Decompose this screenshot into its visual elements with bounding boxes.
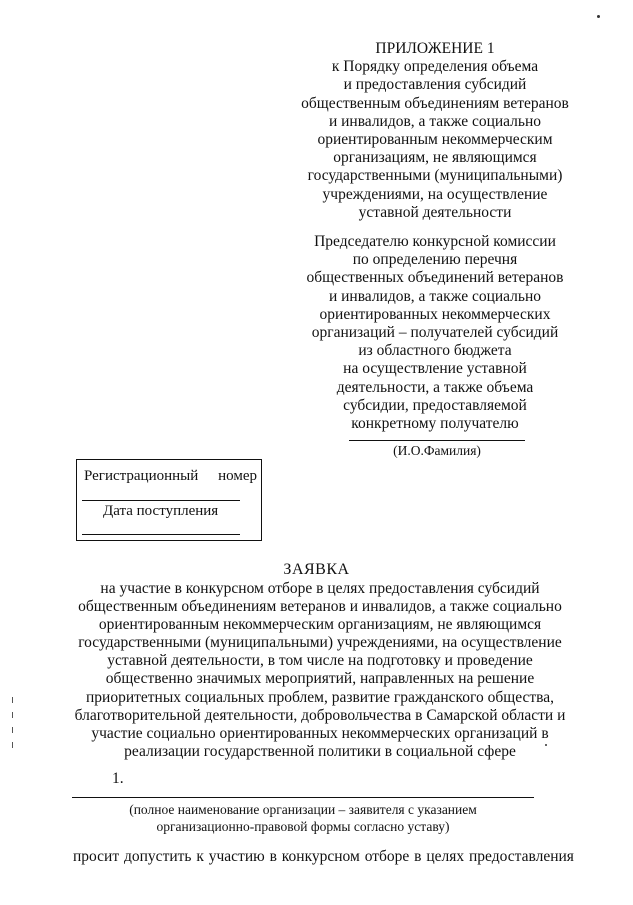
application-line: на участие в конкурсном отборе в целях предоставления субсидий [100, 580, 540, 597]
appendix-line: учреждениями, на осуществление [322, 185, 548, 203]
appendix-line: уставной деятельности [358, 203, 512, 221]
item-number: 1. [112, 770, 124, 787]
appendix-title: ПРИЛОЖЕНИЕ 1 [375, 40, 495, 57]
application-line: реализации государственной политики в социальной сфере [124, 742, 516, 760]
application-subject [60, 580, 580, 761]
signature-line[interactable] [349, 440, 525, 441]
application-line: общественно значимых мероприятий, направленных на решение [105, 670, 535, 688]
appendix-line: организациям, не являющимся [333, 149, 537, 167]
addressee-line: конкретному получателю [351, 415, 519, 433]
appendix-line: ориентированным некоммерческим [317, 131, 553, 149]
application-title: ЗАЯВКА [283, 561, 350, 578]
appendix-line: и инвалидов, а также социально [328, 112, 542, 130]
scan-margin-mark [12, 697, 13, 703]
receipt-date-field[interactable] [82, 534, 240, 535]
appendix-header [270, 40, 600, 222]
scan-margin-mark [12, 712, 13, 718]
organization-caption [72, 801, 534, 835]
application-line: уставной деятельности, в том числе на подготовку и проведение [107, 652, 533, 670]
signature-caption: (И.О.Фамилия) [393, 443, 481, 458]
addressee-block [270, 233, 600, 433]
addressee-line: организаций – получателей субсидий [311, 324, 559, 342]
application-line: государственными (муниципальными) учреждениями, на осуществление [78, 634, 562, 652]
organization-caption-line: (полное наименование организации – заявителя с указанием [129, 802, 477, 817]
addressee-line: ориентированных некоммерческих [319, 305, 551, 323]
application-line: ориентированным некоммерческим организациям, не являющимся [98, 616, 542, 634]
addressee-line: и инвалидов, а также социально [328, 287, 542, 305]
scan-margin-mark [12, 742, 13, 748]
application-line: участие социально ориентированных некоммерческих организаций в [91, 724, 549, 742]
registration-label-left: Регистрационный [84, 468, 199, 484]
application-line: общественным объединениям ветеранов и инвалидов, а также социально [78, 598, 562, 616]
registration-box [76, 459, 262, 541]
application-line: приоритетных социальных проблем, развитие гражданского общества, [85, 688, 554, 706]
organization-name-field[interactable] [72, 797, 534, 798]
appendix-line: к Порядку определения объема [331, 58, 539, 76]
appendix-line: государственными (муниципальными) [307, 167, 563, 185]
appendix-line: общественным объединениям ветеранов [301, 94, 569, 112]
addressee-line: общественных объединений ветеранов [306, 269, 564, 287]
registration-number-label [84, 467, 257, 485]
addressee-line: деятельности, а также объема [336, 378, 534, 396]
scan-margin-mark [12, 727, 13, 733]
organization-caption-line: организационно-правовой формы согласно уставу) [156, 819, 450, 834]
application-line: благотворительной деятельности, добровольчества в Самарской области и [74, 706, 566, 724]
registration-number-field[interactable] [82, 500, 240, 501]
addressee-line: на осуществление уставной [343, 360, 527, 378]
appendix-line: и предоставления субсидий [343, 76, 527, 94]
addressee-line: субсидии, предоставляемой [343, 396, 527, 414]
addressee-line: по определению перечня [352, 251, 518, 269]
registration-label-right: номер [218, 468, 257, 484]
receipt-date-label: Дата поступления [103, 503, 219, 519]
addressee-line: из областного бюджета [358, 342, 512, 360]
request-text: просит допустить к участию в конкурсном отборе в целях предоставления [73, 848, 574, 865]
addressee-line: Председателю конкурсной комиссии [314, 233, 556, 250]
scan-speck [597, 15, 600, 18]
